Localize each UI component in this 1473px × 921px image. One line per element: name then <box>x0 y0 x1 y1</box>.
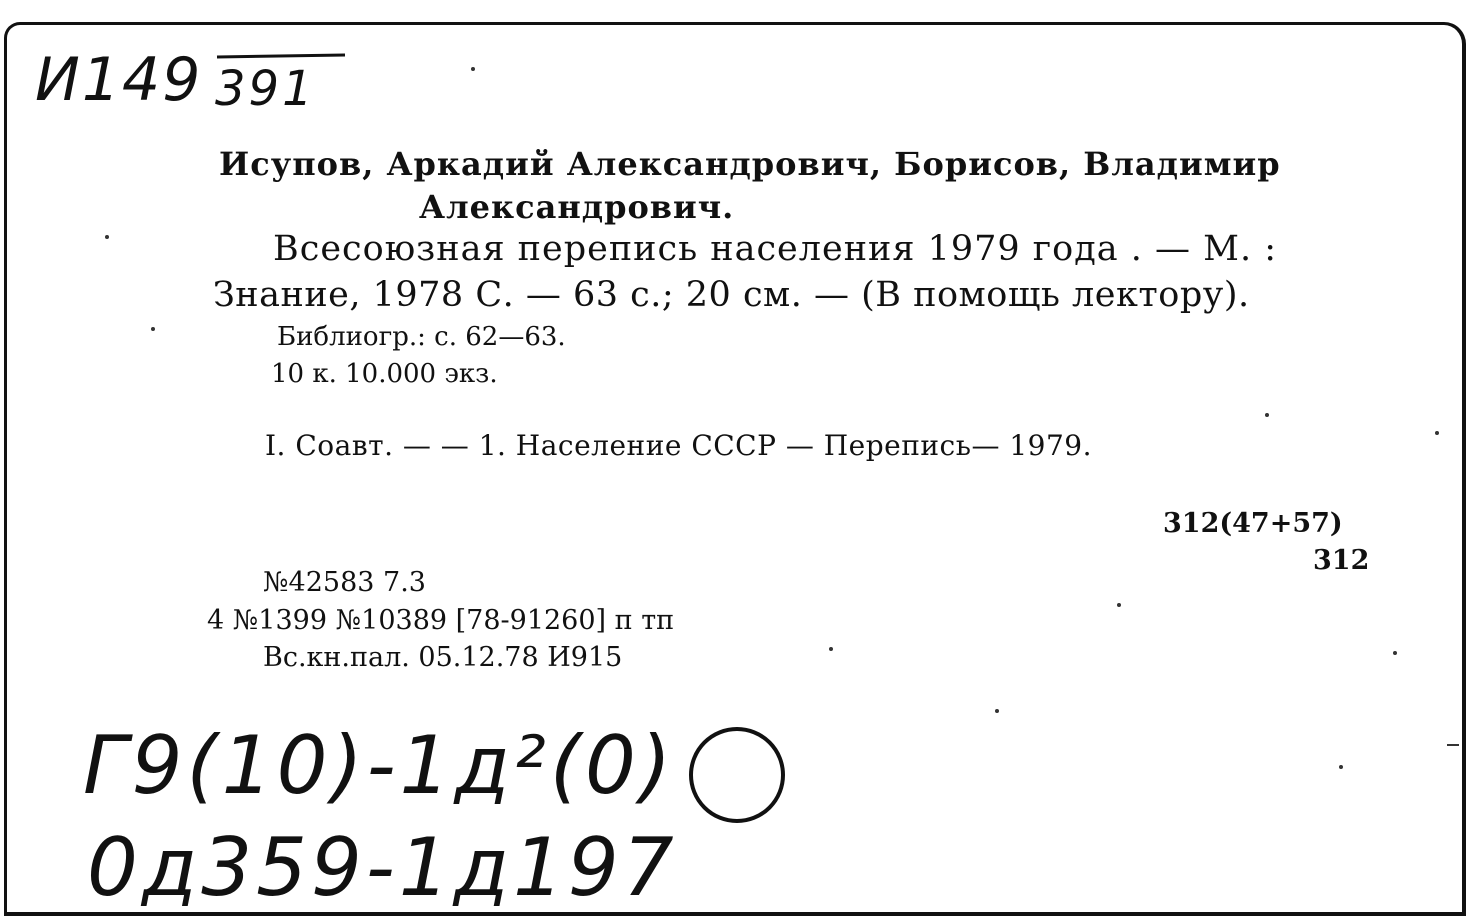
bibliography-note: Библиогр.: с. 62—63. <box>277 322 566 352</box>
speck <box>1339 765 1343 769</box>
speck <box>1393 651 1397 655</box>
price-and-copies: 10 к. 10.000 экз. <box>271 359 498 389</box>
classification-code: 312(47+57) <box>1163 508 1343 539</box>
speck <box>995 709 999 713</box>
handwritten-inventory-number: И149 <box>35 45 203 115</box>
authors-line-2: Александрович. <box>419 188 735 226</box>
title-line-1: Всесоюзная перепись населения 1979 года . — М. : <box>273 229 1277 269</box>
speck <box>151 327 155 331</box>
speck <box>1265 413 1269 417</box>
subject-tracings: I. Соавт. — — 1. Население СССР — Перепись— 1979. <box>265 429 1093 462</box>
handwritten-shelf-code-2: 0д359-1д197 <box>87 821 678 914</box>
book-chamber-date: Вс.кн.пал. 05.12.78 И915 <box>263 642 623 673</box>
handwritten-shelf-code-1: Г9(10)-1д²(0) <box>83 719 676 812</box>
speck <box>1117 603 1121 607</box>
title-line-2: Знание, 1978 С. — 63 с.; 20 см. — (В помощь лектору). <box>213 275 1250 315</box>
authors-line-1: Исупов, Аркадий Александрович, Борисов, Владимир <box>219 145 1281 183</box>
speck <box>1435 431 1439 435</box>
order-number: №42583 7.3 <box>263 567 426 598</box>
catalog-card <box>4 22 1466 916</box>
speck <box>471 67 475 71</box>
speck <box>829 647 833 651</box>
speck <box>105 235 109 239</box>
classification-code-2: 312 <box>1313 545 1370 576</box>
handwritten-inventory-suffix: 391 <box>215 61 316 117</box>
handwritten-circle <box>691 729 783 821</box>
inventory-overline <box>217 55 345 57</box>
book-chamber-numbers: 4 №1399 №10389 [78-91260] п тп <box>207 605 675 636</box>
handwriting-marks <box>7 25 1466 916</box>
